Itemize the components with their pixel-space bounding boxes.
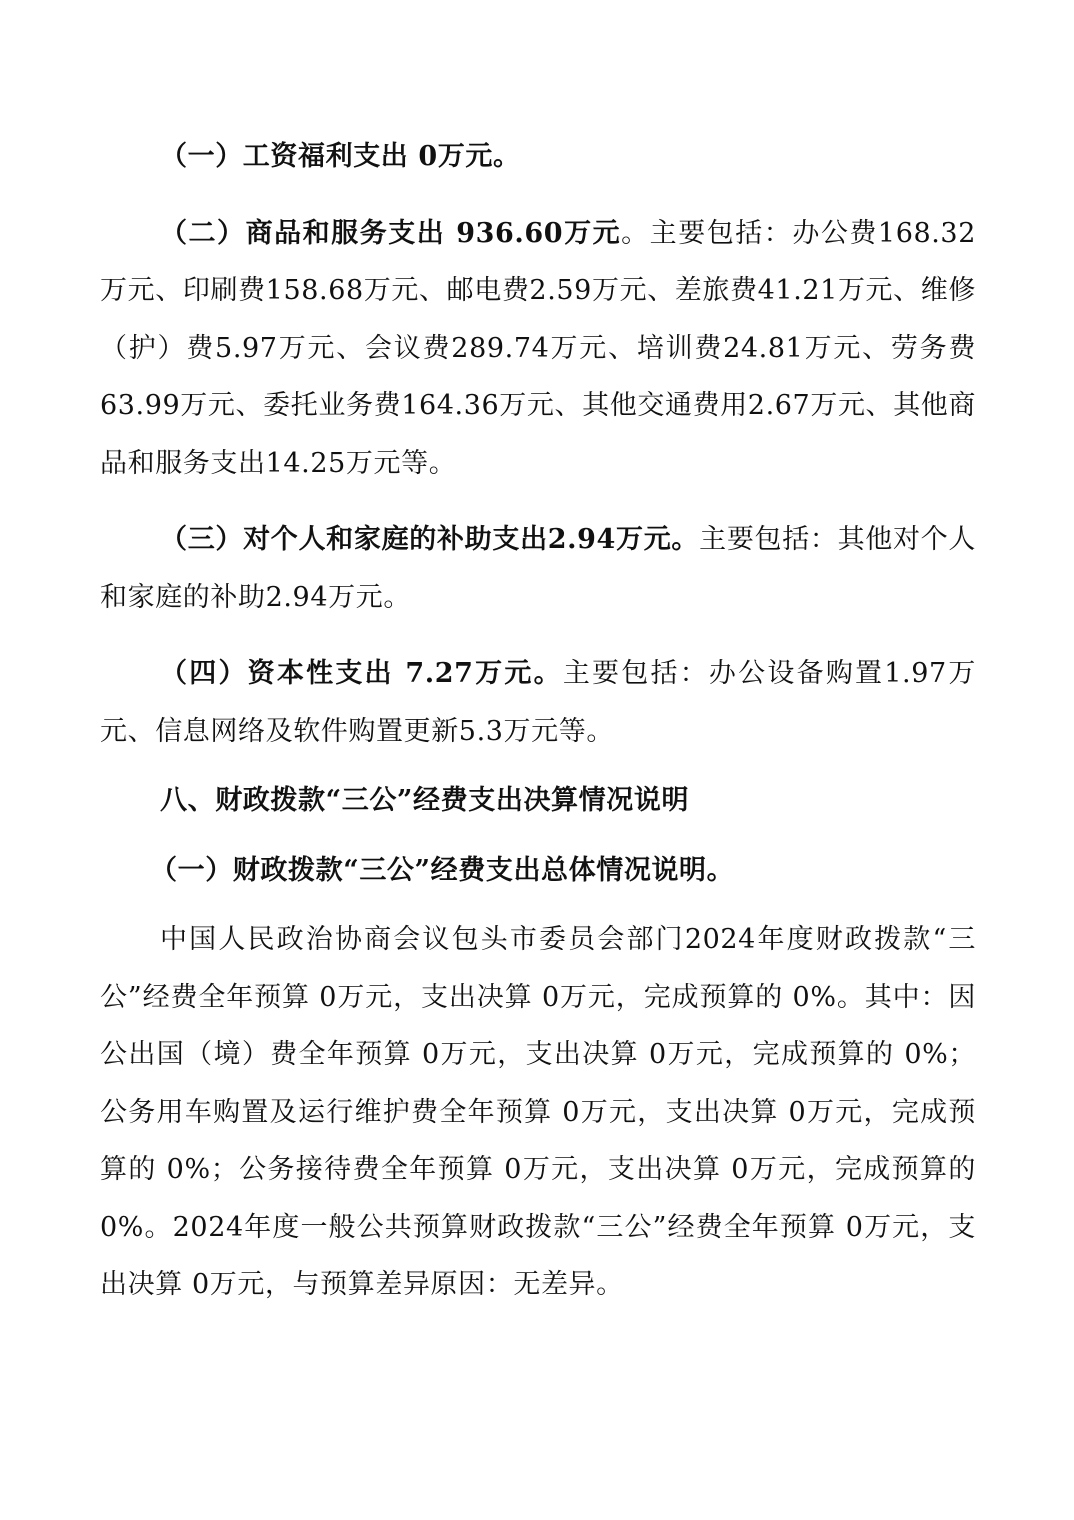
- item-goods-services-rest: 。主要包括：办公费168.32万元、印刷费158.68万元、邮电费2.59万元、差旅费41.21万元、维修（护）费5.97万元、会议费289.74万元、培训费24.81万元、劳务费63.99万元、委托业务费164.36万元、其他交通费用2.67万元、其他商品和服务支出14.25万元等。: [100, 217, 976, 479]
- item-household-subsidy-rest: 主要包括：其他对个人和家庭的补助2.94万元。: [100, 524, 977, 613]
- section-heading: 八、财政拨款“三公”经费支出决算情况说明: [160, 785, 690, 816]
- item-capital-expenditure-lead: （四）资本性支出 7.27万元。: [160, 658, 563, 689]
- item-household-subsidy: [100, 511, 976, 626]
- item-capital-expenditure-rest: 主要包括：办公设备购置1.97万元、信息网络及软件购置更新5.3万元等。: [100, 658, 976, 747]
- item-goods-services: [100, 205, 976, 493]
- item-wages-benefits: [100, 128, 976, 186]
- sub-heading: （一）财政拨款“三公”经费支出总体情况说明。: [150, 854, 735, 886]
- item-wages-benefits-lead: （一）工资福利支出 0万元。: [160, 141, 521, 172]
- item-capital-expenditure: [100, 645, 976, 760]
- body-paragraph: 中国人民政治协商会议包头市委员会部门2024年度财政拨款“三公”经费全年预算 0万元，支出决算 0万元，完成预算的 0%。其中：因公出国（境）费全年预算 0万元，支出决算 0万元，完成预算的 0%；公务用车购置及运行维护费全年预算 0万元，支出决算 0万元，完成预算的 0%；公务接待费全年预算 0万元，支出决算 0万元，完成预算的 0%。2024年度一般公共预算财政拨款“三公”经费全年预算 0万元，支出决算 0万元，与预算差异原因：无差异。: [100, 924, 976, 1300]
- item-goods-services-lead: （二）商品和服务支出 936.60万元: [160, 217, 622, 249]
- item-household-subsidy-lead: （三）对个人和家庭的补助支出2.94万元。: [160, 524, 700, 555]
- document-page: [100, 128, 976, 1314]
